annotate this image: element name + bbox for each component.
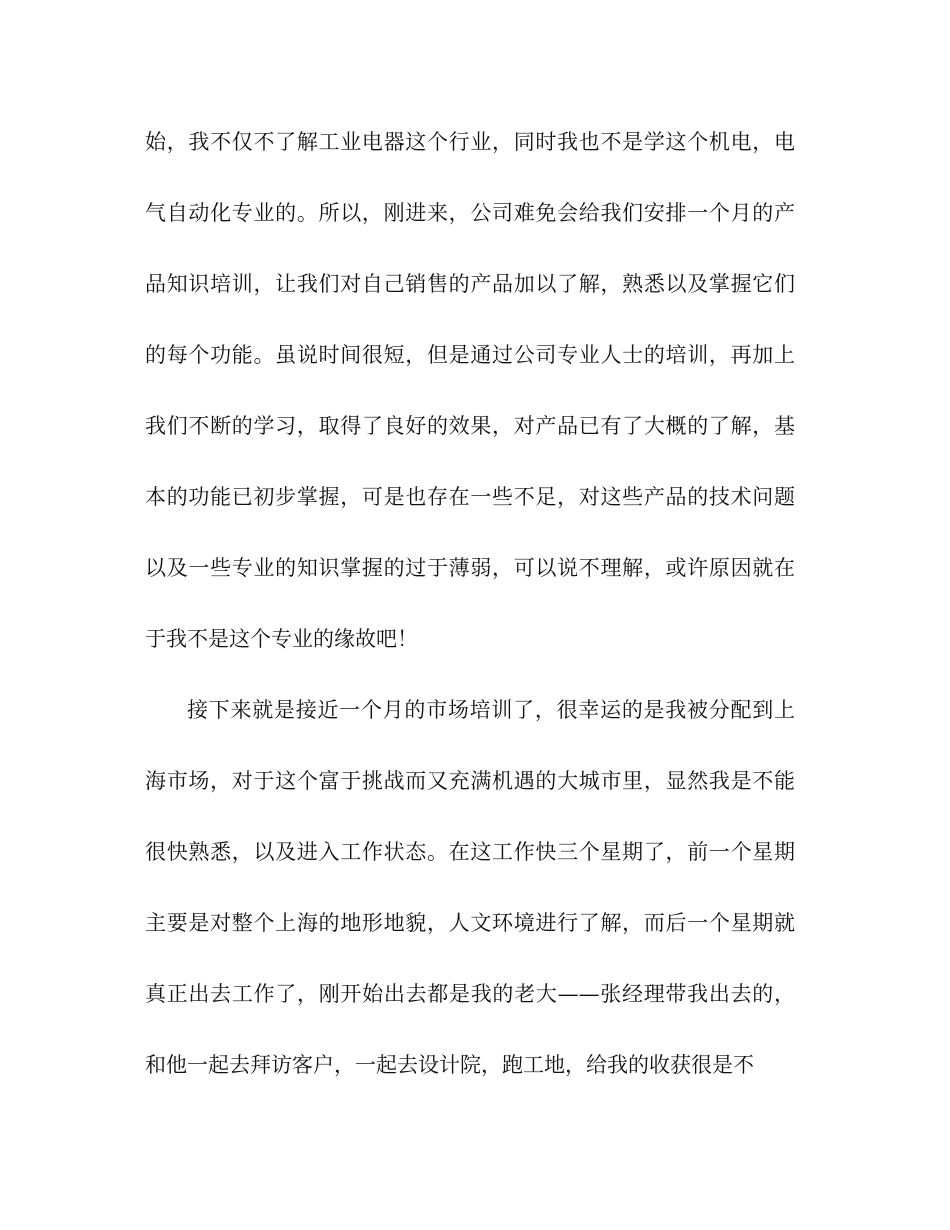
text-line: 主要是对整个上海的地形地貌，人文环境进行了解，而后一个星期就: [145, 911, 795, 935]
text-line: 始，我不仅不了解工业电器这个行业，同时我也不是学这个机电，电: [145, 130, 795, 154]
text-line: 的每个功能。虽说时间很短，但是通过公司专业人士的培训，再加上: [145, 343, 795, 367]
text-line: 以及一些专业的知识掌握的过于薄弱，可以说不理解，或许原因就在: [145, 556, 795, 580]
text-line: 海市场，对于这个富于挑战而又充满机遇的大城市里，显然我是不能: [145, 769, 795, 793]
text-line: 气自动化专业的。所以，刚进来，公司难免会给我们安排一个月的产: [145, 201, 795, 225]
text-line: 本的功能已初步掌握，可是也存在一些不足，对这些产品的技术问题: [145, 485, 795, 509]
text-line: 我们不断的学习，取得了良好的效果，对产品已有了大概的了解，基: [145, 414, 795, 438]
text-line: 和他一起去拜访客户，一起去设计院，跑工地，给我的收获很是不: [145, 1053, 754, 1077]
text-line: 很快熟悉，以及进入工作状态。在这工作快三个星期了，前一个星期: [145, 840, 795, 864]
text-line: 真正出去工作了，刚开始出去都是我的老大——张经理带我出去的，: [145, 982, 795, 1006]
text-line: 于我不是这个专业的缘故吧！: [145, 627, 418, 651]
text-line: 品知识培训，让我们对自己销售的产品加以了解，熟悉以及掌握它们: [145, 272, 795, 296]
paragraph-first-line: 接下来就是接近一个月的市场培训了，很幸运的是我被分配到上: [187, 698, 795, 722]
